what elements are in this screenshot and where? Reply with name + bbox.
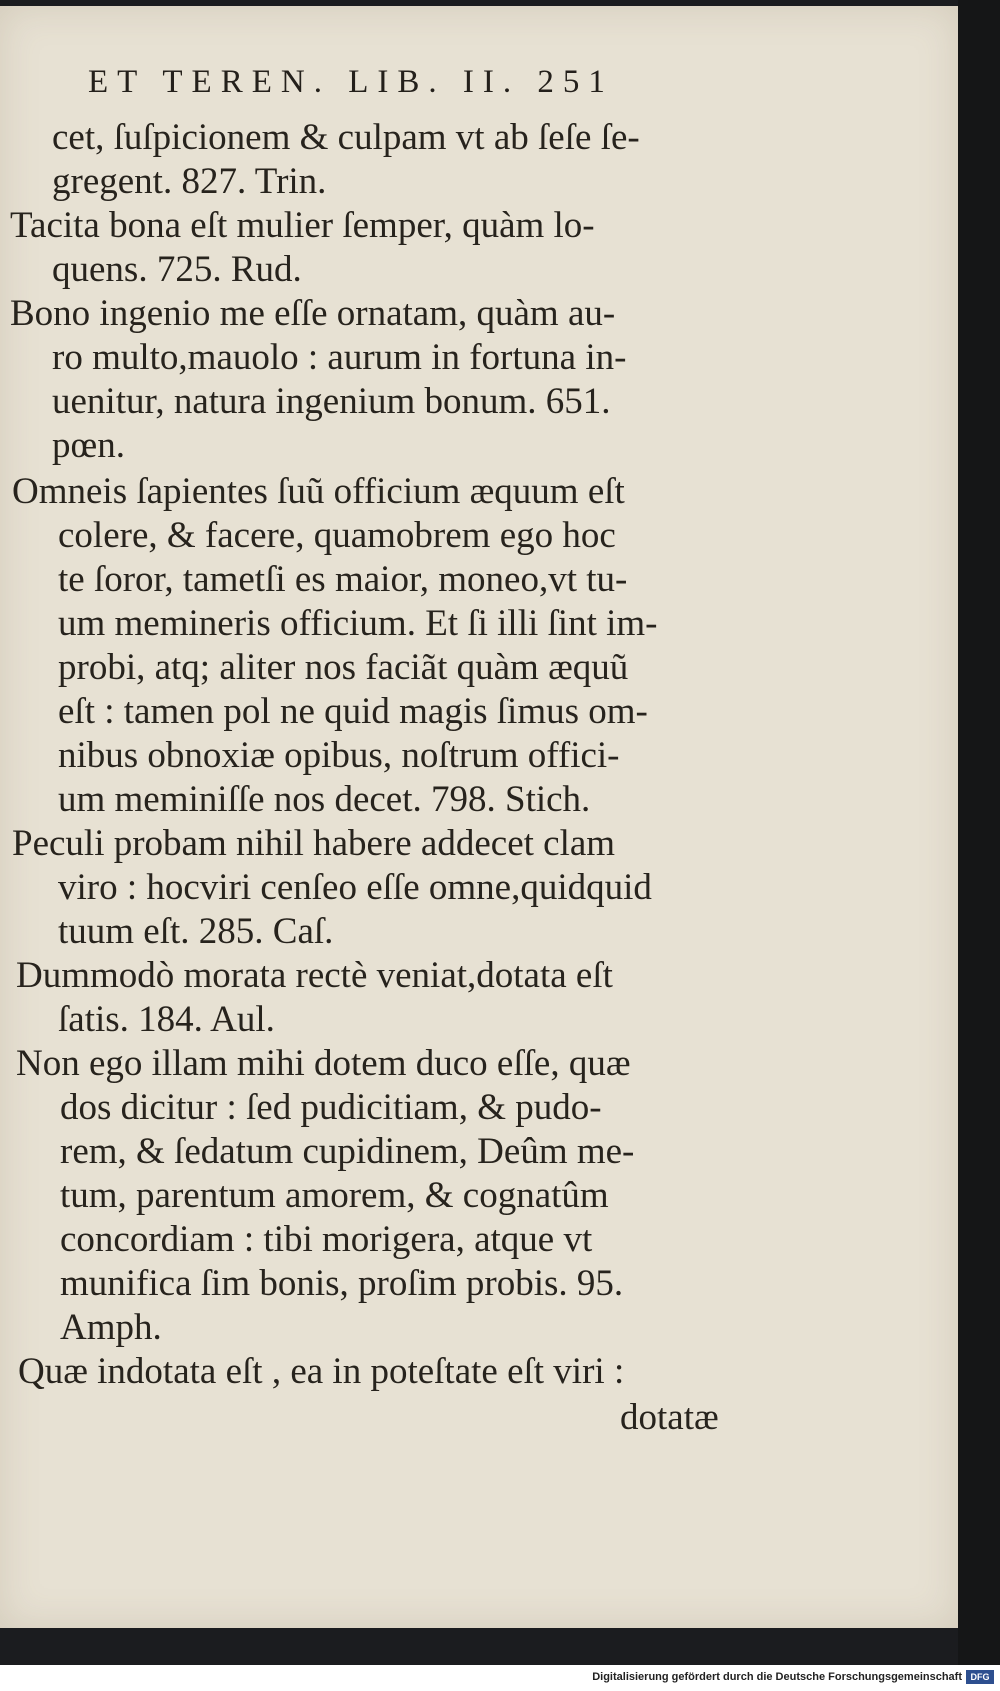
text-line: ſatis. 184. Aul. bbox=[58, 999, 275, 1040]
text-line: Dummodò morata rectè veniat,dotata eſt bbox=[16, 955, 613, 996]
text-line: ro multo,mauolo : aurum in fortuna in- bbox=[52, 337, 627, 378]
footer-bar bbox=[0, 1665, 1000, 1691]
text-line: te ſoror, tametſi es maior, moneo,vt tu- bbox=[58, 559, 628, 600]
text-line: Peculi probam nihil habere addecet clam bbox=[12, 823, 616, 864]
text-line: gregent. 827. Trin. bbox=[52, 161, 327, 202]
text-line: uenitur, natura ingenium bonum. 651. bbox=[52, 381, 611, 422]
text-line: um meminiſſe nos decet. 798. Stich. bbox=[58, 779, 591, 820]
text-line: colere, & facere, quamobrem ego hoc bbox=[58, 515, 616, 556]
text-line: rem, & ſedatum cupidinem, Deûm me- bbox=[60, 1131, 635, 1172]
text-line: pœn. bbox=[52, 425, 125, 466]
text-line: concordiam : tibi morigera, atque vt bbox=[60, 1219, 593, 1260]
page-edge-shadow bbox=[958, 0, 1000, 1665]
text-line: cet, ſuſpicionem & culpam vt ab ſeſe ſe- bbox=[52, 117, 640, 158]
book-page bbox=[0, 6, 961, 1628]
text-line: dos dicitur : ſed pudicitiam, & pudo- bbox=[60, 1087, 602, 1128]
text-line: munifica ſim bonis, proſim probis. 95. bbox=[60, 1263, 624, 1304]
text-line: eſt : tamen pol ne quid magis ſimus om- bbox=[58, 691, 648, 732]
text-line: probi, atq; aliter nos faciãt quàm æquũ bbox=[58, 647, 629, 688]
text-line: Bono ingenio me eſſe ornatam, quàm au- bbox=[10, 293, 616, 334]
text-line: Quæ indotata eſt , ea in poteſtate eſt viri : bbox=[18, 1351, 625, 1392]
dfg-logo: DFG bbox=[966, 1670, 994, 1684]
text-line: viro : hocviri cenſeo eſſe omne,quidquid bbox=[58, 867, 652, 908]
text-line: tum, parentum amorem, & cognatûm bbox=[60, 1175, 609, 1216]
text-line: Amph. bbox=[60, 1307, 162, 1348]
text-line: nibus obnoxiæ opibus, noſtrum offici- bbox=[58, 735, 620, 776]
text-line: Omneis ſapientes ſuũ officium æquum eſt bbox=[12, 471, 625, 512]
text-line: um memineris officium. Et ſi illi ſint im- bbox=[58, 603, 658, 644]
text-line: tuum eſt. 285. Caſ. bbox=[58, 911, 334, 952]
catchword: dotatæ bbox=[620, 1397, 719, 1438]
text-line: Tacita bona eſt mulier ſemper, quàm lo- bbox=[10, 205, 595, 246]
funding-credit: Digitalisierung gefördert durch die Deutsche Forschungsgemeinschaft bbox=[592, 1671, 962, 1683]
text-line: quens. 725. Rud. bbox=[52, 249, 302, 290]
text-line: Non ego illam mihi dotem duco eſſe, quæ bbox=[16, 1043, 631, 1084]
running-head: ET TEREN. LIB. II. 251 bbox=[88, 64, 614, 100]
